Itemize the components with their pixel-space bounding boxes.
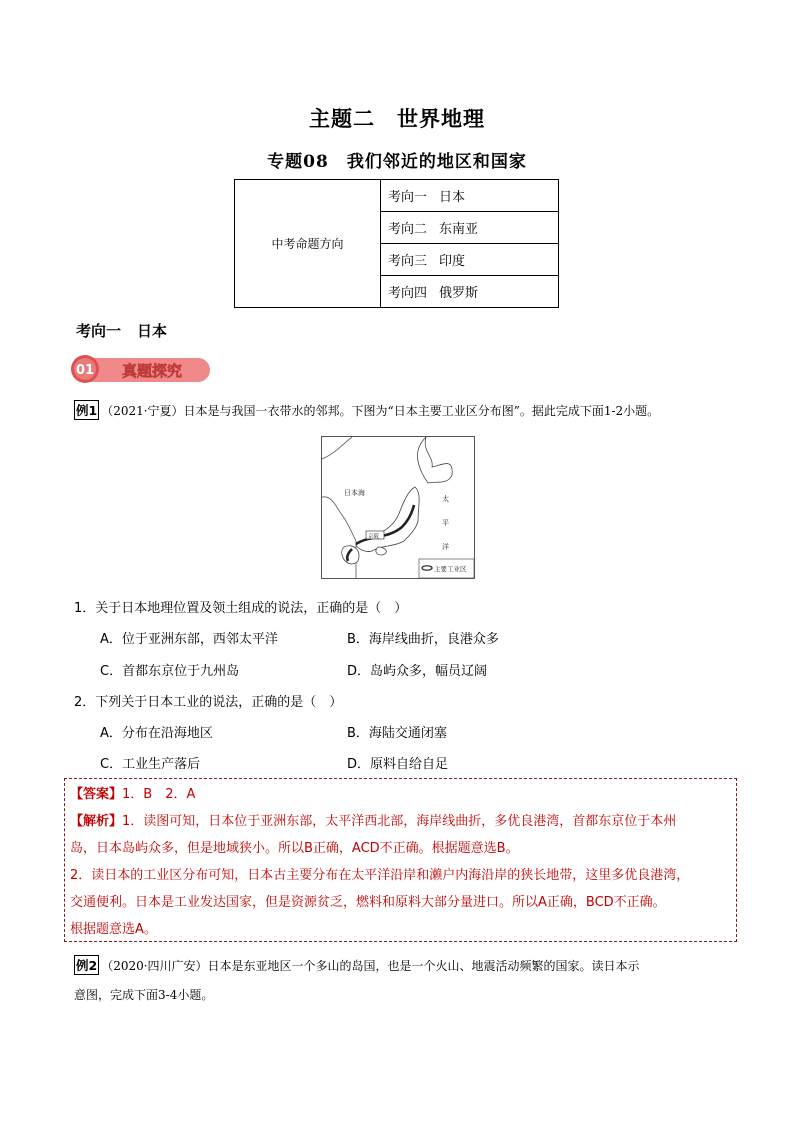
badge-number: 01 — [75, 363, 95, 378]
example2-label: 例2 — [74, 955, 99, 975]
map-ocean-label: 平 — [442, 519, 449, 527]
question-stem: 1．关于日本地理位置及领土组成的说法，正确的是（ ） — [74, 601, 408, 616]
question-option: B．海陆交通闭塞 — [347, 726, 447, 741]
japan-industry-map — [321, 436, 475, 579]
analysis-line: 2．读日本的工业区分布可知，日本古主要分布在太平洋沿岸和濑户内海沿岸的狭长地带，这里多优良港湾， — [70, 868, 690, 883]
map-ocean-label: 太 — [442, 495, 449, 503]
main-title: 主题二 世界地理 — [309, 107, 485, 131]
map-sea-label: 日本海 — [344, 489, 365, 497]
sub-title-text: 我们邻近的地区和国家 — [346, 152, 527, 172]
section-heading: 考向一 日本 — [76, 322, 168, 340]
question-option: A．位于亚洲东部，西邻太平洋 — [100, 632, 278, 647]
map-city-label: 京阪 — [368, 534, 380, 540]
question-option: B．海岸线曲折，良港众多 — [347, 632, 499, 647]
map-ocean-label: 洋 — [442, 543, 449, 551]
direction-item: 考向二 东南亚 — [381, 212, 559, 244]
question-option: D．原料自给自足 — [347, 757, 449, 772]
example1-text: 例1 （2021·宁夏）日本是与我国一衣带水的邻邦。下图为“日本主要工业区分布图”。据此完成下面1-2小题。 — [74, 400, 659, 420]
direction-table-head: 中考命题方向 — [235, 180, 381, 308]
sub-title-code: 专题08 — [267, 152, 329, 172]
legend-symbol-icon — [422, 566, 432, 570]
question-option: D．岛屿众多，幅员辽阔 — [347, 664, 488, 679]
question-option: A．分布在沿海地区 — [100, 726, 213, 741]
question-option: C．首都东京位于九州岛 — [100, 664, 240, 679]
badge-text: 真题探究 — [121, 362, 183, 380]
map-legend-label: 主要工业区 — [434, 565, 467, 573]
sub-title — [0, 147, 794, 172]
direction-table — [234, 179, 559, 308]
example1-label: 例1 — [74, 400, 99, 420]
question-option: C．工业生产落后 — [100, 757, 201, 772]
section-badge — [70, 352, 210, 386]
answer-line: 【答案】1．B 2．A — [70, 787, 196, 802]
answer-content — [70, 781, 732, 943]
analysis-line: 根据题意选A。 — [70, 922, 157, 937]
example2-text: 例2 （2020·四川广安）日本是东亚地区一个多山的岛国，也是一个火山、地震活动频繁的国家。读日本示 — [74, 955, 640, 975]
analysis-line: 【解析】1．读图可知，日本位于亚洲东部，太平洋西北部，海岸线曲折，多优良港湾，首都东京位于本州 — [70, 814, 677, 829]
map-graphic — [322, 437, 474, 578]
question-stem: 2．下列关于日本工业的说法，正确的是（ ） — [74, 695, 343, 710]
direction-item: 考向三 印度 — [381, 244, 559, 276]
analysis-line: 交通便利。日本是工业发达国家，但是资源贫乏，燃料和原料大部分量进口。所以A正确，BCD不正确。 — [70, 895, 666, 910]
example2-text-cont: 意图，完成下面3-4小题。 — [74, 988, 214, 1002]
direction-item: 考向一 日本 — [381, 180, 559, 212]
direction-item: 考向四 俄罗斯 — [381, 276, 559, 308]
analysis-line: 岛，日本岛屿众多，但是地域狭小。所以B正确，ACD不正确。根据题意选B。 — [70, 841, 519, 856]
